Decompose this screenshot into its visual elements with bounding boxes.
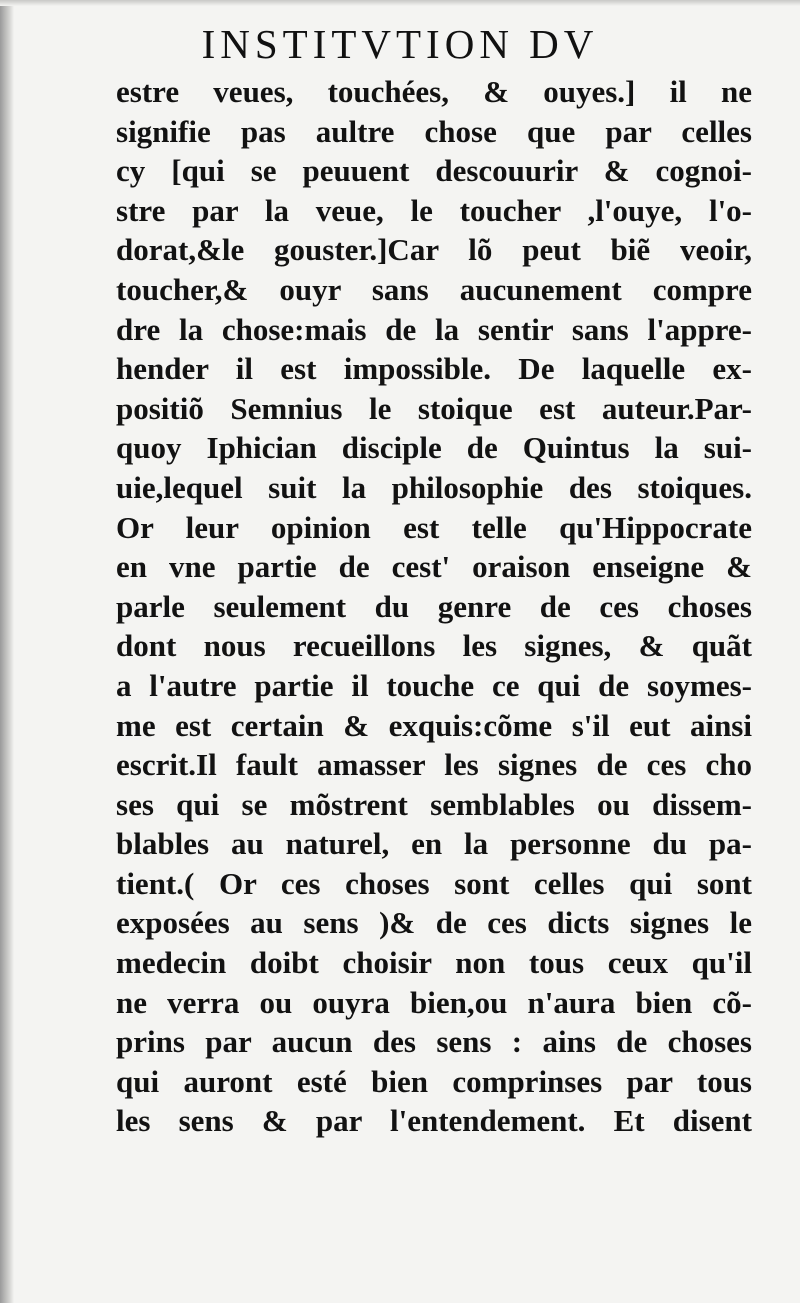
page-top-shadow: [0, 0, 800, 6]
text-line: escrit.Il fault amasser les signes de ces cho: [116, 747, 752, 783]
text-line: quoy Iphician disciple de Quintus la sui-: [116, 430, 752, 466]
running-head: INSTITVTION DV: [201, 21, 599, 67]
text-line: cy [qui se peuuent descouurir & cognoi-: [116, 153, 752, 189]
text-line: a l'autre partie il touche ce qui de soymes-: [116, 667, 752, 703]
text-line: dorat,&le gouster.]Car lõ peut biẽ veoir,: [116, 232, 752, 268]
text-line: Or leur opinion est telle qu'Hippocrate: [116, 509, 752, 545]
text-line: qui auront esté bien comprinses par tous: [116, 1063, 752, 1099]
text-line: medecin doibt choisir non tous ceux qu'il: [116, 945, 752, 981]
text-line: stre par la veue, le toucher ,l'ouye, l'o-: [116, 192, 752, 228]
text-line: les sens & par l'entendement. Et disent: [116, 1103, 752, 1139]
text-line: dont nous recueillons les signes, & quãt: [116, 628, 752, 664]
text-line: ne verra ou ouyra bien,ou n'aura bien cõ-: [116, 984, 752, 1020]
text-line: hender il est impossible. De laquelle ex-: [116, 351, 752, 387]
text-line: en vne partie de cest' oraison enseigne &: [116, 549, 752, 585]
text-line: signifie pas aultre chose que par celles: [116, 113, 752, 149]
text-line: toucher,& ouyr sans aucunement compre: [116, 271, 752, 307]
text-line: dre la chose:mais de la sentir sans l'appre-: [116, 311, 752, 347]
text-line: tient.( Or ces choses sont celles qui sont: [116, 865, 752, 901]
text-line: blables au naturel, en la personne du pa-: [116, 826, 752, 862]
text-line: uie,lequel suit la philosophie des stoiques.: [116, 469, 752, 505]
text-line: exposées au sens )& de ces dicts signes le: [116, 905, 752, 941]
text-line: ses qui se mõstrent semblables ou dissem-: [116, 786, 752, 822]
body-text: [116, 72, 752, 1141]
text-line: me est certain & exquis:cõme s'il eut ainsi: [116, 707, 752, 743]
page-gutter-shadow: [0, 0, 14, 1303]
text-line: positiõ Semnius le stoique est auteur.Par-: [116, 390, 752, 426]
text-line: estre veues, touchées, & ouyes.] il ne: [116, 74, 752, 109]
text-line: parle seulement du genre de ces choses: [116, 588, 752, 624]
text-line: prins par aucun des sens : ains de choses: [116, 1024, 752, 1060]
